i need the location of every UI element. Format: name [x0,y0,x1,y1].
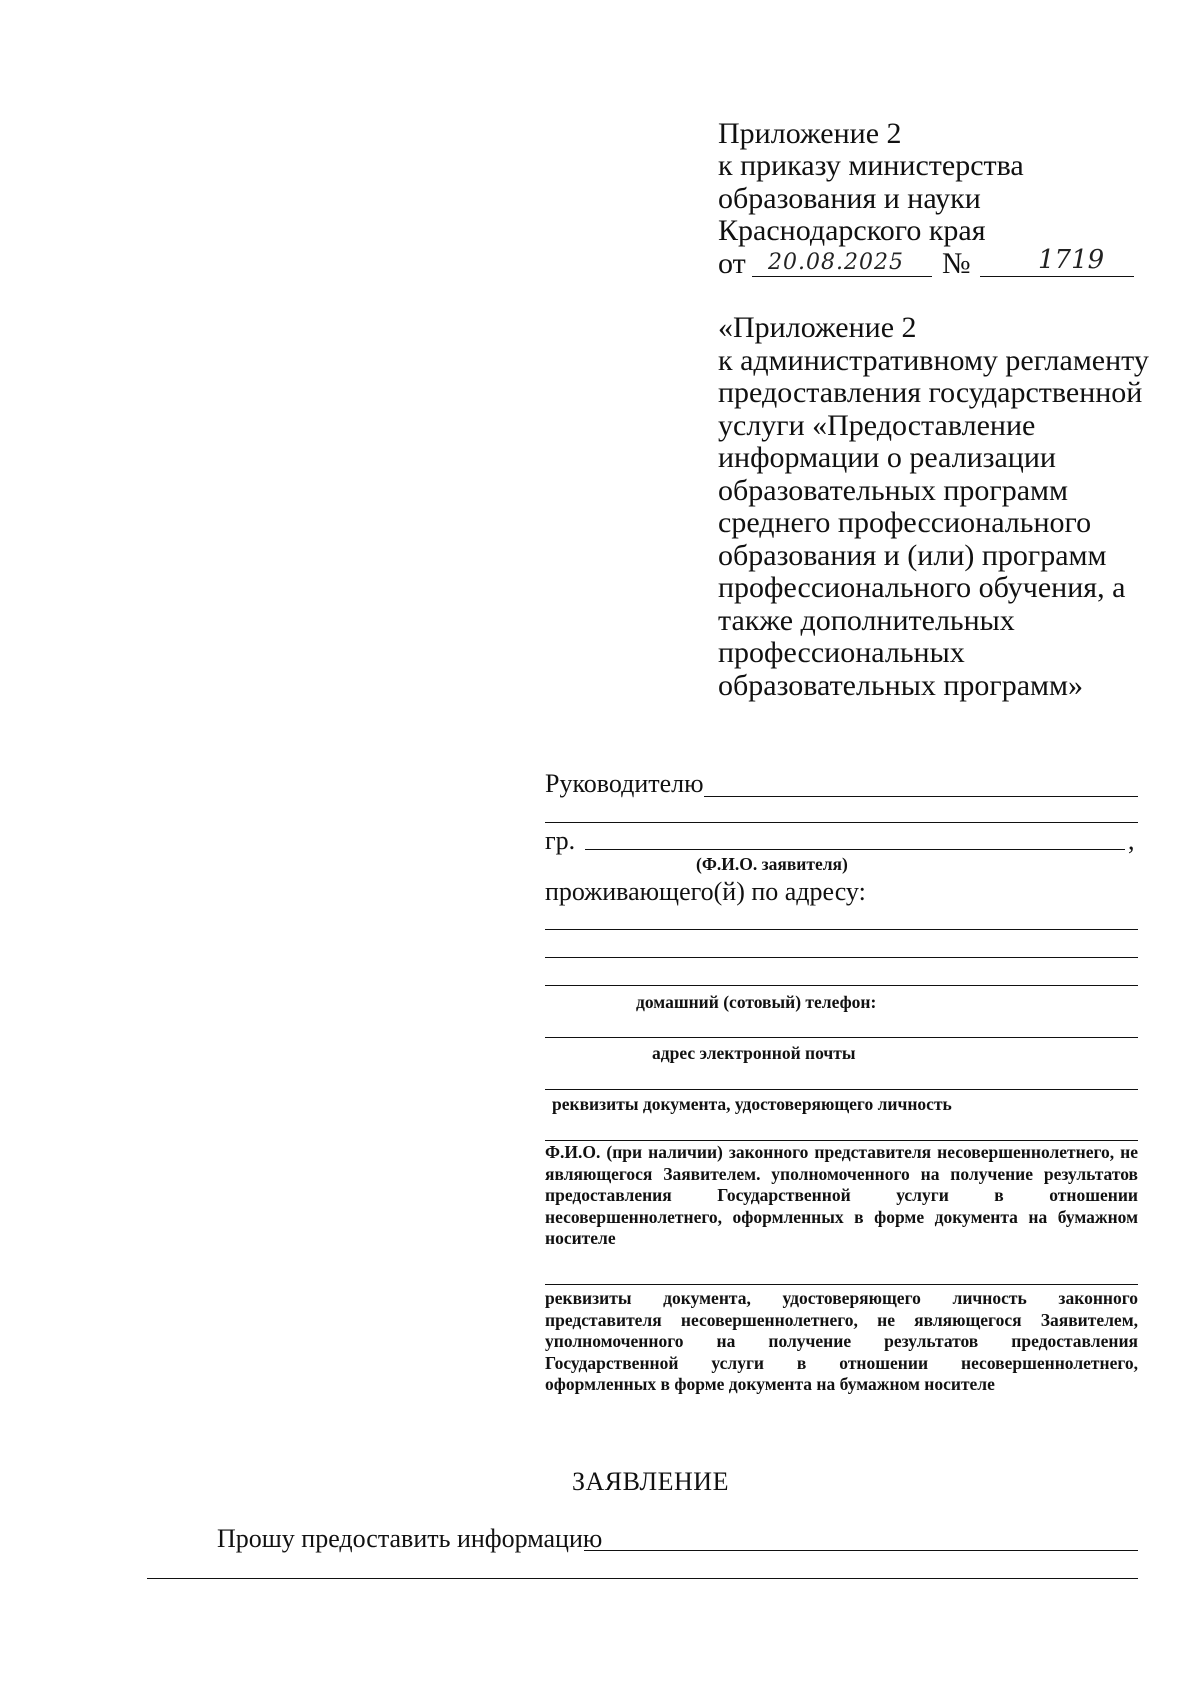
regulation-line-6: образовательных программ [718,473,1068,507]
regulation-line-10: также дополнительных [718,603,1015,637]
appendix-header-line-4: Краснодарского края [718,214,986,247]
address-field-3[interactable] [545,985,1138,986]
regulation-line-2: к административному регламенту [718,343,1149,377]
recipient-field[interactable] [704,796,1138,797]
regulation-line-1: «Приложение 2 [718,311,917,344]
appendix-header-line-2: к приказу министерства [718,149,1024,182]
id-document-label: реквизиты документа, удостоверяющего личность [552,1094,952,1114]
citizen-label: гр. [545,826,576,855]
citizen-comma: , [1128,826,1135,855]
order-number-line [980,276,1134,277]
order-number-handwritten: 1719 [1038,245,1105,275]
regulation-line-11: профессиональных [718,636,965,669]
appendix-header-line-1: Приложение 2 [718,117,902,150]
regulation-line-8: образования и (или) программ [718,538,1107,572]
phone-field[interactable] [545,1037,1138,1038]
regulation-line-3: предоставления государственной [718,376,1143,409]
email-label: адрес электронной почты [652,1043,856,1063]
order-date-label: от [718,247,746,280]
email-field[interactable] [545,1089,1138,1090]
representative-document-caption: реквизиты документа, удостоверяющего личность законного представителя несовершеннолетнего, не являющегося Заявителем, уполномоченного на получение результатов предоставления Государственной услуги в отношении несовершеннолетнего, оформленных в форме документа на бумажном носителе [545,1288,1138,1394]
applicant-name-field[interactable] [585,849,1125,850]
regulation-line-12: образовательных программ» [718,668,1083,702]
representative-name-caption: Ф.И.О. (при наличии) законного представителя несовершеннолетнего, не являющегося Заявителем. уполномоченного на получение результатов предоставления Государственной услуги в отношении несовершеннолетнего, оформленных в форме документа на бумажном носителе [545,1142,1138,1248]
order-number-sign: № [942,247,971,280]
address-field-2[interactable] [545,957,1138,958]
order-date-handwritten: 20.08.2025 [768,250,904,275]
regulation-line-7: среднего профессионального [718,506,1092,539]
regulation-line-5: информации о реализации [718,441,1056,474]
address-label: проживающего(й) по адресу: [545,877,866,906]
recipient-label: Руководителю [545,769,704,798]
order-date-line [752,276,932,277]
phone-label: домашний (сотовый) телефон: [636,992,877,1012]
request-field-continuation[interactable] [147,1578,1138,1579]
representative-document-field[interactable] [545,1284,1138,1285]
appendix-header-line-3: образования и науки [718,182,981,215]
statement-title: ЗАЯВЛЕНИЕ [572,1467,729,1496]
recipient-field-continuation[interactable] [545,822,1138,823]
request-label: Прошу предоставить информацию [217,1524,603,1553]
regulation-line-9: профессионального обучения, а [718,571,1126,604]
request-field[interactable] [584,1550,1138,1551]
address-field-1[interactable] [545,929,1138,930]
applicant-name-caption: (Ф.И.О. заявителя) [696,854,848,874]
regulation-line-4: услуги «Предоставление [718,408,1036,442]
representative-name-field[interactable] [545,1140,1138,1141]
